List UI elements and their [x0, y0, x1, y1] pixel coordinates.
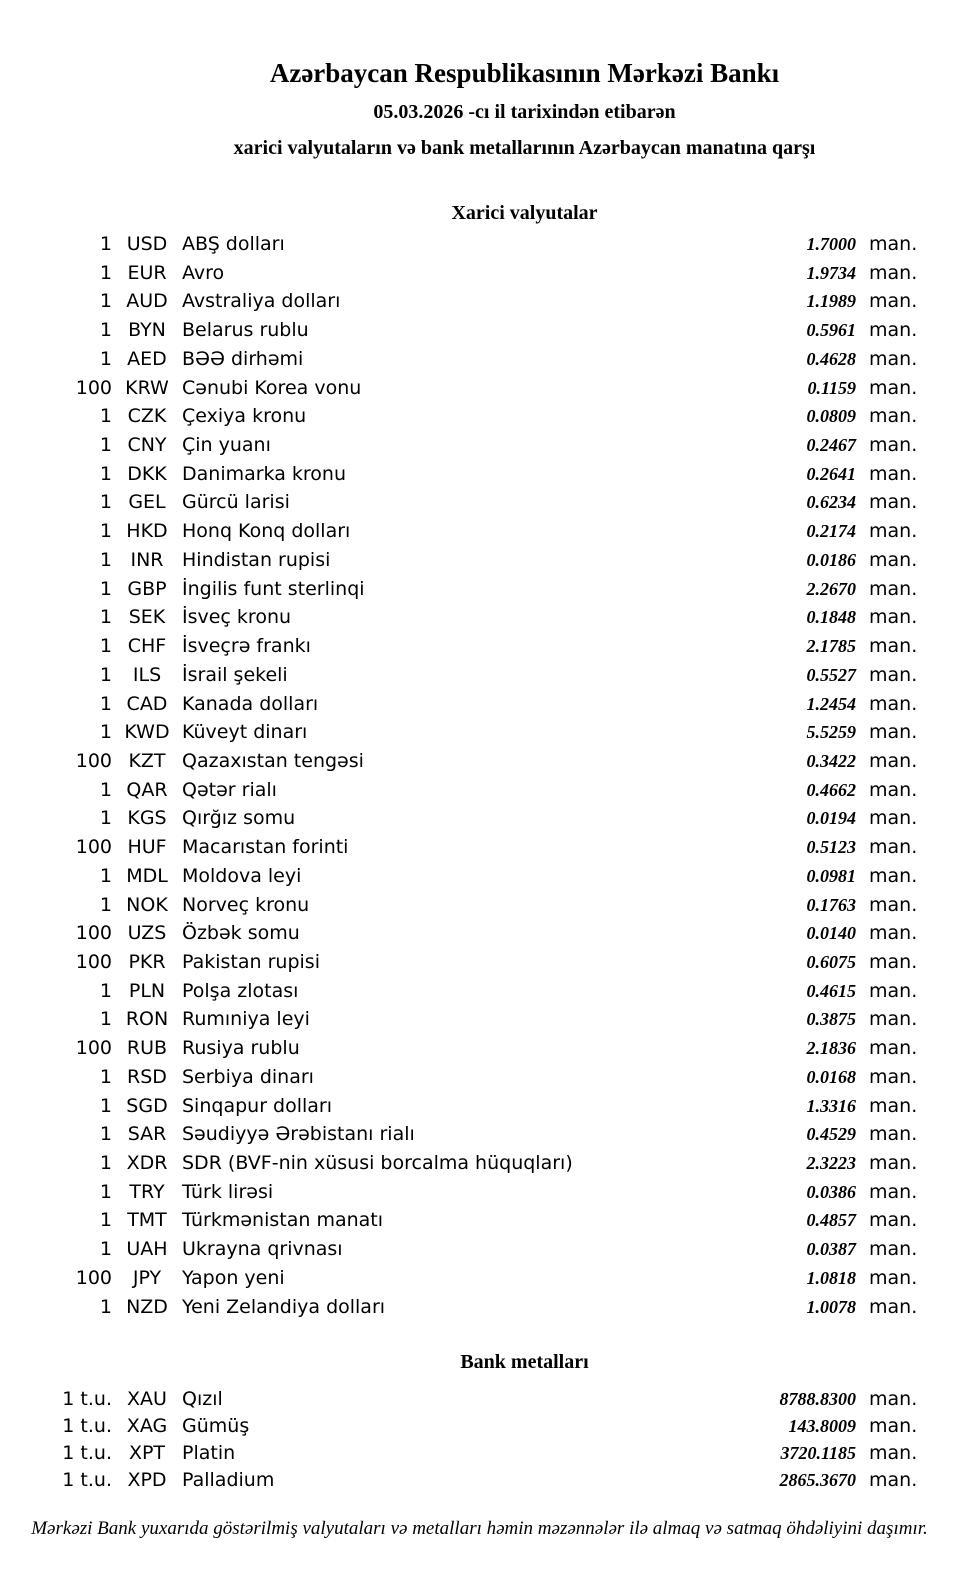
currency-code: XPD [127, 1469, 167, 1491]
currency-code: KRW [125, 376, 169, 399]
currency-row [0, 1063, 979, 1092]
manat-unit-label: man. [869, 1415, 918, 1437]
currency-name: Sinqapur dolları [182, 1094, 333, 1117]
currency-row [0, 661, 979, 690]
currency-code: SGD [126, 1094, 168, 1117]
quantity: 1 [99, 520, 112, 543]
currency-name: Polşa zlotası [182, 979, 299, 1002]
manat-unit-label: man. [869, 261, 918, 284]
currency-code: ILS [132, 663, 162, 686]
currency-code: NOK [126, 893, 168, 916]
quantity: 1 [99, 807, 112, 830]
currency-row [0, 402, 979, 431]
manat-unit-label: man. [869, 290, 918, 313]
rate-value: 0.2467 [806, 435, 856, 456]
manat-unit-label: man. [869, 1123, 918, 1146]
quantity: 1 [99, 606, 112, 629]
manat-unit-label: man. [869, 1469, 918, 1491]
rate-value: 0.4857 [806, 1210, 856, 1231]
currency-code: AUD [126, 290, 168, 313]
rate-value: 0.5961 [806, 320, 856, 341]
manat-unit-label: man. [869, 721, 918, 744]
quantity: 1 [99, 347, 112, 370]
manat-unit-label: man. [869, 347, 918, 370]
rate-value: 0.0186 [806, 549, 856, 570]
currency-name: Çin yuanı [182, 434, 271, 457]
quantity: 1 t.u. [62, 1442, 112, 1464]
currency-name: Ukrayna qrivnası [182, 1238, 343, 1261]
manat-unit-label: man. [869, 836, 918, 859]
currency-name: İngilis funt sterlinqi [182, 577, 365, 600]
currency-row [0, 977, 979, 1006]
rate-value: 0.0981 [806, 865, 856, 886]
quantity: 1 [99, 1180, 112, 1203]
manat-unit-label: man. [869, 405, 918, 428]
currency-row [0, 603, 979, 632]
currency-row [0, 776, 979, 805]
rate-value: 1.1989 [806, 291, 856, 312]
rate-value: 0.1848 [806, 607, 856, 628]
manat-unit-label: man. [869, 922, 918, 945]
bank-title: Azərbaycan Respublikasının Mərkəzi Bankı [269, 58, 780, 88]
quantity: 1 [99, 692, 112, 715]
currency-row [0, 488, 979, 517]
currency-name: Gümüş [182, 1415, 250, 1437]
quantity: 1 [99, 864, 112, 887]
manat-unit-label: man. [869, 491, 918, 514]
currency-code: PLN [128, 979, 166, 1002]
currency-name: Səudiyyə Ərəbistanı rialı [182, 1123, 415, 1146]
currency-name: Avro [182, 261, 225, 284]
quantity: 100 [75, 950, 112, 973]
effective-date-line: 05.03.2026 -cı il tarixindən etibarən [373, 101, 676, 123]
rate-value: 0.0809 [806, 406, 856, 427]
currency-code: UZS [127, 922, 167, 945]
currency-row [0, 374, 979, 403]
currency-row [0, 690, 979, 719]
currency-row [0, 575, 979, 604]
currency-row [0, 1206, 979, 1235]
currency-name: Macarıstan forinti [182, 836, 349, 859]
currency-row [0, 891, 979, 920]
currency-row [0, 1149, 979, 1178]
manat-unit-label: man. [869, 1037, 918, 1060]
quantity: 1 [99, 1094, 112, 1117]
currency-code: USD [126, 233, 168, 255]
manat-unit-label: man. [869, 577, 918, 600]
currency-row [0, 345, 979, 374]
manat-unit-label: man. [869, 319, 918, 342]
currency-name: Kanada dolları [182, 692, 319, 715]
currency-name: Rusiya rublu [182, 1037, 300, 1060]
rate-value: 0.2174 [806, 521, 856, 542]
currency-row [0, 804, 979, 833]
quantity: 100 [75, 922, 112, 945]
manat-unit-label: man. [869, 1094, 918, 1117]
section-title-currencies: Xarici valyutalar [451, 202, 598, 224]
currency-code: CHF [127, 635, 167, 658]
manat-unit-label: man. [869, 864, 918, 887]
currency-code: XDR [126, 1152, 168, 1174]
currency-name: Gürcü larisi [182, 491, 290, 514]
rate-value: 0.6075 [806, 951, 856, 972]
currency-name: İsveçrə frankı [182, 635, 311, 658]
rate-value: 1.7000 [806, 234, 856, 254]
rate-value: 143.8009 [788, 1416, 856, 1436]
rate-value: 0.3875 [806, 1009, 856, 1030]
currency-row [0, 259, 979, 288]
currency-code: XAG [126, 1415, 168, 1437]
manat-unit-label: man. [869, 778, 918, 801]
quantity: 1 [99, 1123, 112, 1146]
currency-row [0, 948, 979, 977]
currency-code: KGS [127, 807, 167, 830]
currency-name: Türk lirəsi [182, 1180, 274, 1203]
currency-row [0, 1235, 979, 1264]
currency-row [0, 1092, 979, 1121]
manat-unit-label: man. [869, 1180, 918, 1203]
quantity: 100 [75, 749, 112, 772]
quantity: 1 [99, 893, 112, 916]
currency-code: INR [130, 548, 164, 571]
rate-value: 0.0386 [806, 1181, 856, 1202]
currency-name: Honq Konq dolları [182, 520, 351, 543]
quantity: 1 [99, 577, 112, 600]
quantity: 1 [99, 663, 112, 686]
currency-row [0, 718, 979, 747]
currency-row [0, 919, 979, 948]
quantity: 100 [75, 376, 112, 399]
rate-value: 0.4662 [806, 779, 856, 800]
manat-unit-label: man. [869, 749, 918, 772]
rate-value: 0.0387 [806, 1239, 856, 1260]
manat-unit-label: man. [869, 692, 918, 715]
manat-unit-label: man. [869, 376, 918, 399]
currency-code: CNY [127, 434, 167, 457]
rate-value: 0.0194 [806, 808, 856, 829]
currency-code: HKD [126, 520, 168, 543]
currency-row [0, 1178, 979, 1207]
quantity: 1 [99, 491, 112, 514]
currency-name: Küveyt dinarı [182, 721, 308, 744]
currency-code: HUF [127, 836, 167, 859]
quantity: 1 [99, 1238, 112, 1261]
currency-code: MDL [126, 864, 168, 887]
rate-value: 1.0818 [806, 1267, 856, 1288]
manat-unit-label: man. [869, 1238, 918, 1261]
quantity: 1 [99, 548, 112, 571]
currency-name: Qətər rialı [182, 778, 277, 801]
currency-name: Pakistan rupisi [182, 950, 320, 973]
rate-value: 1.9734 [806, 262, 856, 283]
currency-name: Çexiya kronu [182, 405, 307, 428]
currency-code: QAR [126, 778, 168, 801]
quantity: 1 [99, 1295, 112, 1318]
currency-name: Yapon yeni [182, 1266, 285, 1289]
currency-code: GEL [128, 491, 166, 514]
currency-code: JPY [132, 1266, 162, 1289]
currency-name: Platin [182, 1442, 236, 1464]
currency-row [0, 431, 979, 460]
currency-name: Danimarka kronu [182, 462, 347, 485]
quantity: 1 [99, 1209, 112, 1232]
currency-code: RUB [126, 1037, 168, 1060]
currency-code: TMT [127, 1209, 167, 1232]
quantity: 1 [99, 979, 112, 1002]
manat-unit-label: man. [869, 1209, 918, 1232]
manat-unit-label: man. [869, 1295, 918, 1318]
rate-value: 0.0140 [806, 923, 856, 944]
quantity: 1 [99, 319, 112, 342]
currency-name: Qızıl [182, 1388, 223, 1410]
currency-name: Rumıniya leyi [182, 1008, 310, 1031]
footer-note: Mərkəzi Bank yuxarıda göstərilmiş valyutaları və metalları həmin məzənnələr ilə almaq və satmaq öhdəliyini daşımır. [31, 1518, 928, 1539]
currency-row [0, 1005, 979, 1034]
section-title-metals: Bank metalları [460, 1351, 589, 1373]
currency-name: Norveç kronu [182, 893, 310, 916]
manat-unit-label: man. [869, 606, 918, 629]
quantity: 1 t.u. [62, 1415, 112, 1437]
rate-value: 3720.1185 [780, 1443, 856, 1463]
currency-row [0, 632, 979, 661]
currency-code: SAR [127, 1123, 167, 1146]
quantity: 1 [99, 1152, 112, 1174]
rate-value: 0.2641 [806, 463, 856, 484]
rate-value: 2865.3670 [779, 1470, 856, 1490]
manat-unit-label: man. [869, 1152, 918, 1174]
currency-name: ABŞ dolları [182, 233, 285, 255]
currency-row [0, 460, 979, 489]
currency-name: Qazaxıstan tengəsi [182, 749, 364, 772]
currency-row [0, 1034, 979, 1063]
currency-code: RON [125, 1008, 169, 1031]
metal-row [0, 1386, 979, 1413]
metal-rate-list [0, 1386, 979, 1494]
quantity: 1 [99, 778, 112, 801]
rate-value: 0.0168 [806, 1066, 856, 1087]
quantity: 1 [99, 635, 112, 658]
currency-row [0, 517, 979, 546]
rate-value: 2.3223 [806, 1153, 856, 1173]
manat-unit-label: man. [869, 1008, 918, 1031]
currency-name: İsveç kronu [182, 606, 292, 629]
currency-code: SEK [128, 606, 166, 629]
currency-code: KWD [124, 721, 170, 744]
currency-name: Moldova leyi [182, 864, 302, 887]
manat-unit-label: man. [869, 950, 918, 973]
currency-name: Avstraliya dolları [182, 290, 341, 313]
rate-value: 2.1836 [806, 1038, 856, 1059]
rate-value: 0.4628 [806, 348, 856, 369]
manat-unit-label: man. [869, 663, 918, 686]
quantity: 1 [99, 434, 112, 457]
rate-value: 1.2454 [806, 693, 856, 714]
currency-name: Yeni Zelandiya dolları [182, 1295, 386, 1318]
manat-unit-label: man. [869, 1442, 918, 1464]
quantity: 1 [99, 405, 112, 428]
rate-value: 0.5527 [806, 664, 856, 685]
currency-row [0, 862, 979, 891]
metal-row [0, 1467, 979, 1494]
currency-code: NZD [126, 1295, 168, 1318]
currency-name: Serbiya dinarı [182, 1065, 314, 1088]
manat-unit-label: man. [869, 520, 918, 543]
subtitle-line: xarici valyutaların və bank metallarının Azərbaycan manatına qarşı [233, 137, 816, 159]
quantity: 1 [99, 1008, 112, 1031]
metal-row [0, 1413, 979, 1440]
rate-value: 0.1159 [807, 377, 856, 398]
manat-unit-label: man. [869, 233, 918, 255]
currency-row [0, 1264, 979, 1293]
currency-rate-list [0, 230, 979, 1321]
currency-name: Cənubi Korea vonu [182, 376, 362, 399]
manat-unit-label: man. [869, 807, 918, 830]
manat-unit-label: man. [869, 979, 918, 1002]
quantity: 1 t.u. [62, 1388, 112, 1410]
quantity: 100 [75, 836, 112, 859]
currency-name: İsrail şekeli [182, 663, 288, 686]
manat-unit-label: man. [869, 462, 918, 485]
currency-name: Qırğız somu [182, 807, 296, 830]
rate-value: 2.1785 [806, 636, 856, 657]
manat-unit-label: man. [869, 1065, 918, 1088]
currency-name: Özbək somu [182, 922, 300, 945]
currency-code: XPT [128, 1442, 166, 1464]
quantity: 1 t.u. [62, 1469, 112, 1491]
currency-code: RSD [127, 1065, 167, 1088]
currency-name: SDR (BVF-nin xüsusi borcalma hüquqları) [182, 1152, 573, 1174]
currency-row [0, 230, 979, 259]
rate-value: 0.5123 [806, 837, 856, 858]
rate-value: 0.4529 [806, 1124, 856, 1145]
currency-code: GBP [127, 577, 167, 600]
manat-unit-label: man. [869, 635, 918, 658]
quantity: 1 [99, 721, 112, 744]
metal-row [0, 1440, 979, 1467]
currency-name: Türkmənistan manatı [182, 1209, 384, 1232]
currency-row [0, 833, 979, 862]
currency-code: EUR [127, 261, 167, 284]
rate-value: 0.6234 [806, 492, 856, 513]
currency-code: XAU [127, 1388, 167, 1410]
quantity: 100 [75, 1266, 112, 1289]
currency-row [0, 1120, 979, 1149]
currency-code: AED [127, 347, 167, 370]
manat-unit-label: man. [869, 1388, 918, 1410]
currency-row [0, 747, 979, 776]
manat-unit-label: man. [869, 1266, 918, 1289]
quantity: 1 [99, 261, 112, 284]
currency-name: Hindistan rupisi [182, 548, 331, 571]
rate-value: 1.3316 [806, 1095, 856, 1116]
currency-code: BYN [128, 319, 166, 342]
currency-row [0, 546, 979, 575]
quantity: 100 [75, 1037, 112, 1060]
quantity: 1 [99, 233, 112, 255]
currency-name: Belarus rublu [182, 319, 309, 342]
rate-value: 5.5259 [806, 722, 856, 743]
rate-value: 1.0078 [806, 1296, 856, 1317]
rate-value: 0.3422 [806, 750, 856, 771]
currency-row [0, 1293, 979, 1322]
currency-code: UAH [126, 1238, 168, 1261]
quantity: 1 [99, 462, 112, 485]
manat-unit-label: man. [869, 434, 918, 457]
currency-code: CZK [127, 405, 167, 428]
currency-code: PKR [128, 950, 166, 973]
currency-name: Palladium [182, 1469, 275, 1491]
rate-value: 2.2670 [806, 578, 856, 599]
currency-row [0, 316, 979, 345]
currency-name: BƏƏ dirhəmi [182, 347, 304, 370]
currency-code: CAD [126, 692, 168, 715]
currency-code: DKK [127, 462, 167, 485]
manat-unit-label: man. [869, 548, 918, 571]
manat-unit-label: man. [869, 893, 918, 916]
quantity: 1 [99, 290, 112, 313]
rate-value: 8788.8300 [779, 1389, 856, 1409]
quantity: 1 [99, 1065, 112, 1088]
currency-code: TRY [129, 1180, 165, 1203]
rate-value: 0.4615 [806, 980, 856, 1001]
currency-code: KZT [128, 749, 166, 772]
currency-row [0, 287, 979, 316]
rate-value: 0.1763 [806, 894, 856, 915]
